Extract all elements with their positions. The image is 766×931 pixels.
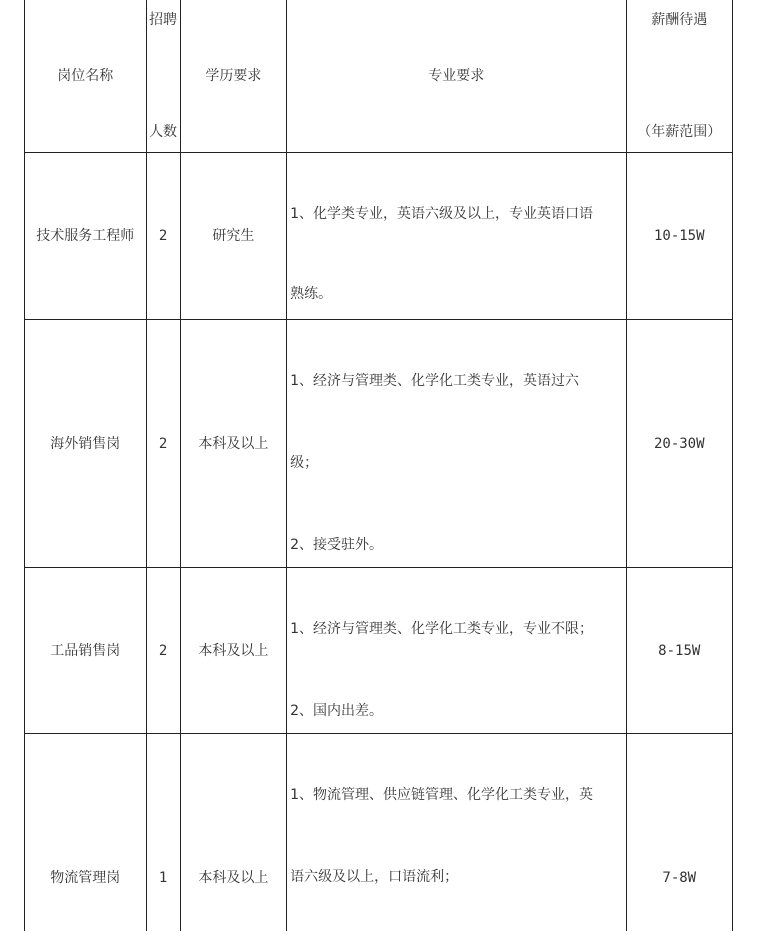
salary-cell: 8-15W	[626, 568, 732, 734]
requirement-line: 级；	[290, 455, 319, 471]
requirement-cell	[287, 320, 626, 568]
requirement-line: 1、经济与管理类、化学化工类专业，专业不限；	[290, 621, 593, 637]
salary-cell: 10-15W	[626, 153, 732, 320]
headcount-cell: 1	[146, 734, 180, 931]
header-position-name: 岗位名称	[25, 0, 147, 153]
headcount-cell: 2	[146, 153, 180, 320]
requirement-cell	[287, 568, 626, 734]
header-major: 专业要求	[287, 0, 626, 153]
salary-cell: 7-8W	[626, 734, 732, 931]
requirement-line: 1、化学类专业，英语六级及以上，专业英语口语	[290, 206, 593, 222]
header-salary	[626, 0, 732, 153]
position-cell: 物流管理岗	[25, 734, 147, 931]
requirement-cell	[287, 734, 626, 931]
position-cell: 海外销售岗	[25, 320, 147, 568]
header-education: 学历要求	[180, 0, 286, 153]
recruitment-table	[24, 0, 733, 931]
table-row	[25, 153, 733, 320]
requirement-line: 语六级及以上，口语流利；	[290, 869, 459, 885]
requirement-line: 2、接受驻外。	[290, 537, 383, 553]
requirement-line: 熟练。	[290, 286, 333, 302]
header-headcount	[146, 0, 180, 153]
education-cell: 研究生	[180, 153, 286, 320]
table-row	[25, 734, 733, 931]
header-salary-bottom: （年薪范围）	[637, 124, 722, 140]
headcount-cell: 2	[146, 320, 180, 568]
header-headcount-bottom: 人数	[149, 124, 178, 140]
position-cell: 工品销售岗	[25, 568, 147, 734]
table-row	[25, 568, 733, 734]
headcount-cell: 2	[146, 568, 180, 734]
salary-cell: 20-30W	[626, 320, 732, 568]
education-cell: 本科及以上	[180, 568, 286, 734]
header-headcount-top: 招聘	[149, 12, 178, 28]
requirement-line: 1、经济与管理类、化学化工类专业，英语过六	[290, 373, 579, 389]
table-header-row	[25, 0, 733, 153]
requirement-cell	[287, 153, 626, 320]
table-row	[25, 320, 733, 568]
education-cell: 本科及以上	[180, 734, 286, 931]
position-cell: 技术服务工程师	[25, 153, 147, 320]
education-cell: 本科及以上	[180, 320, 286, 568]
header-salary-top: 薪酬待遇	[651, 12, 708, 28]
requirement-line: 1、物流管理、供应链管理、化学化工类专业，英	[290, 787, 593, 803]
requirement-line: 2、国内出差。	[290, 703, 383, 719]
